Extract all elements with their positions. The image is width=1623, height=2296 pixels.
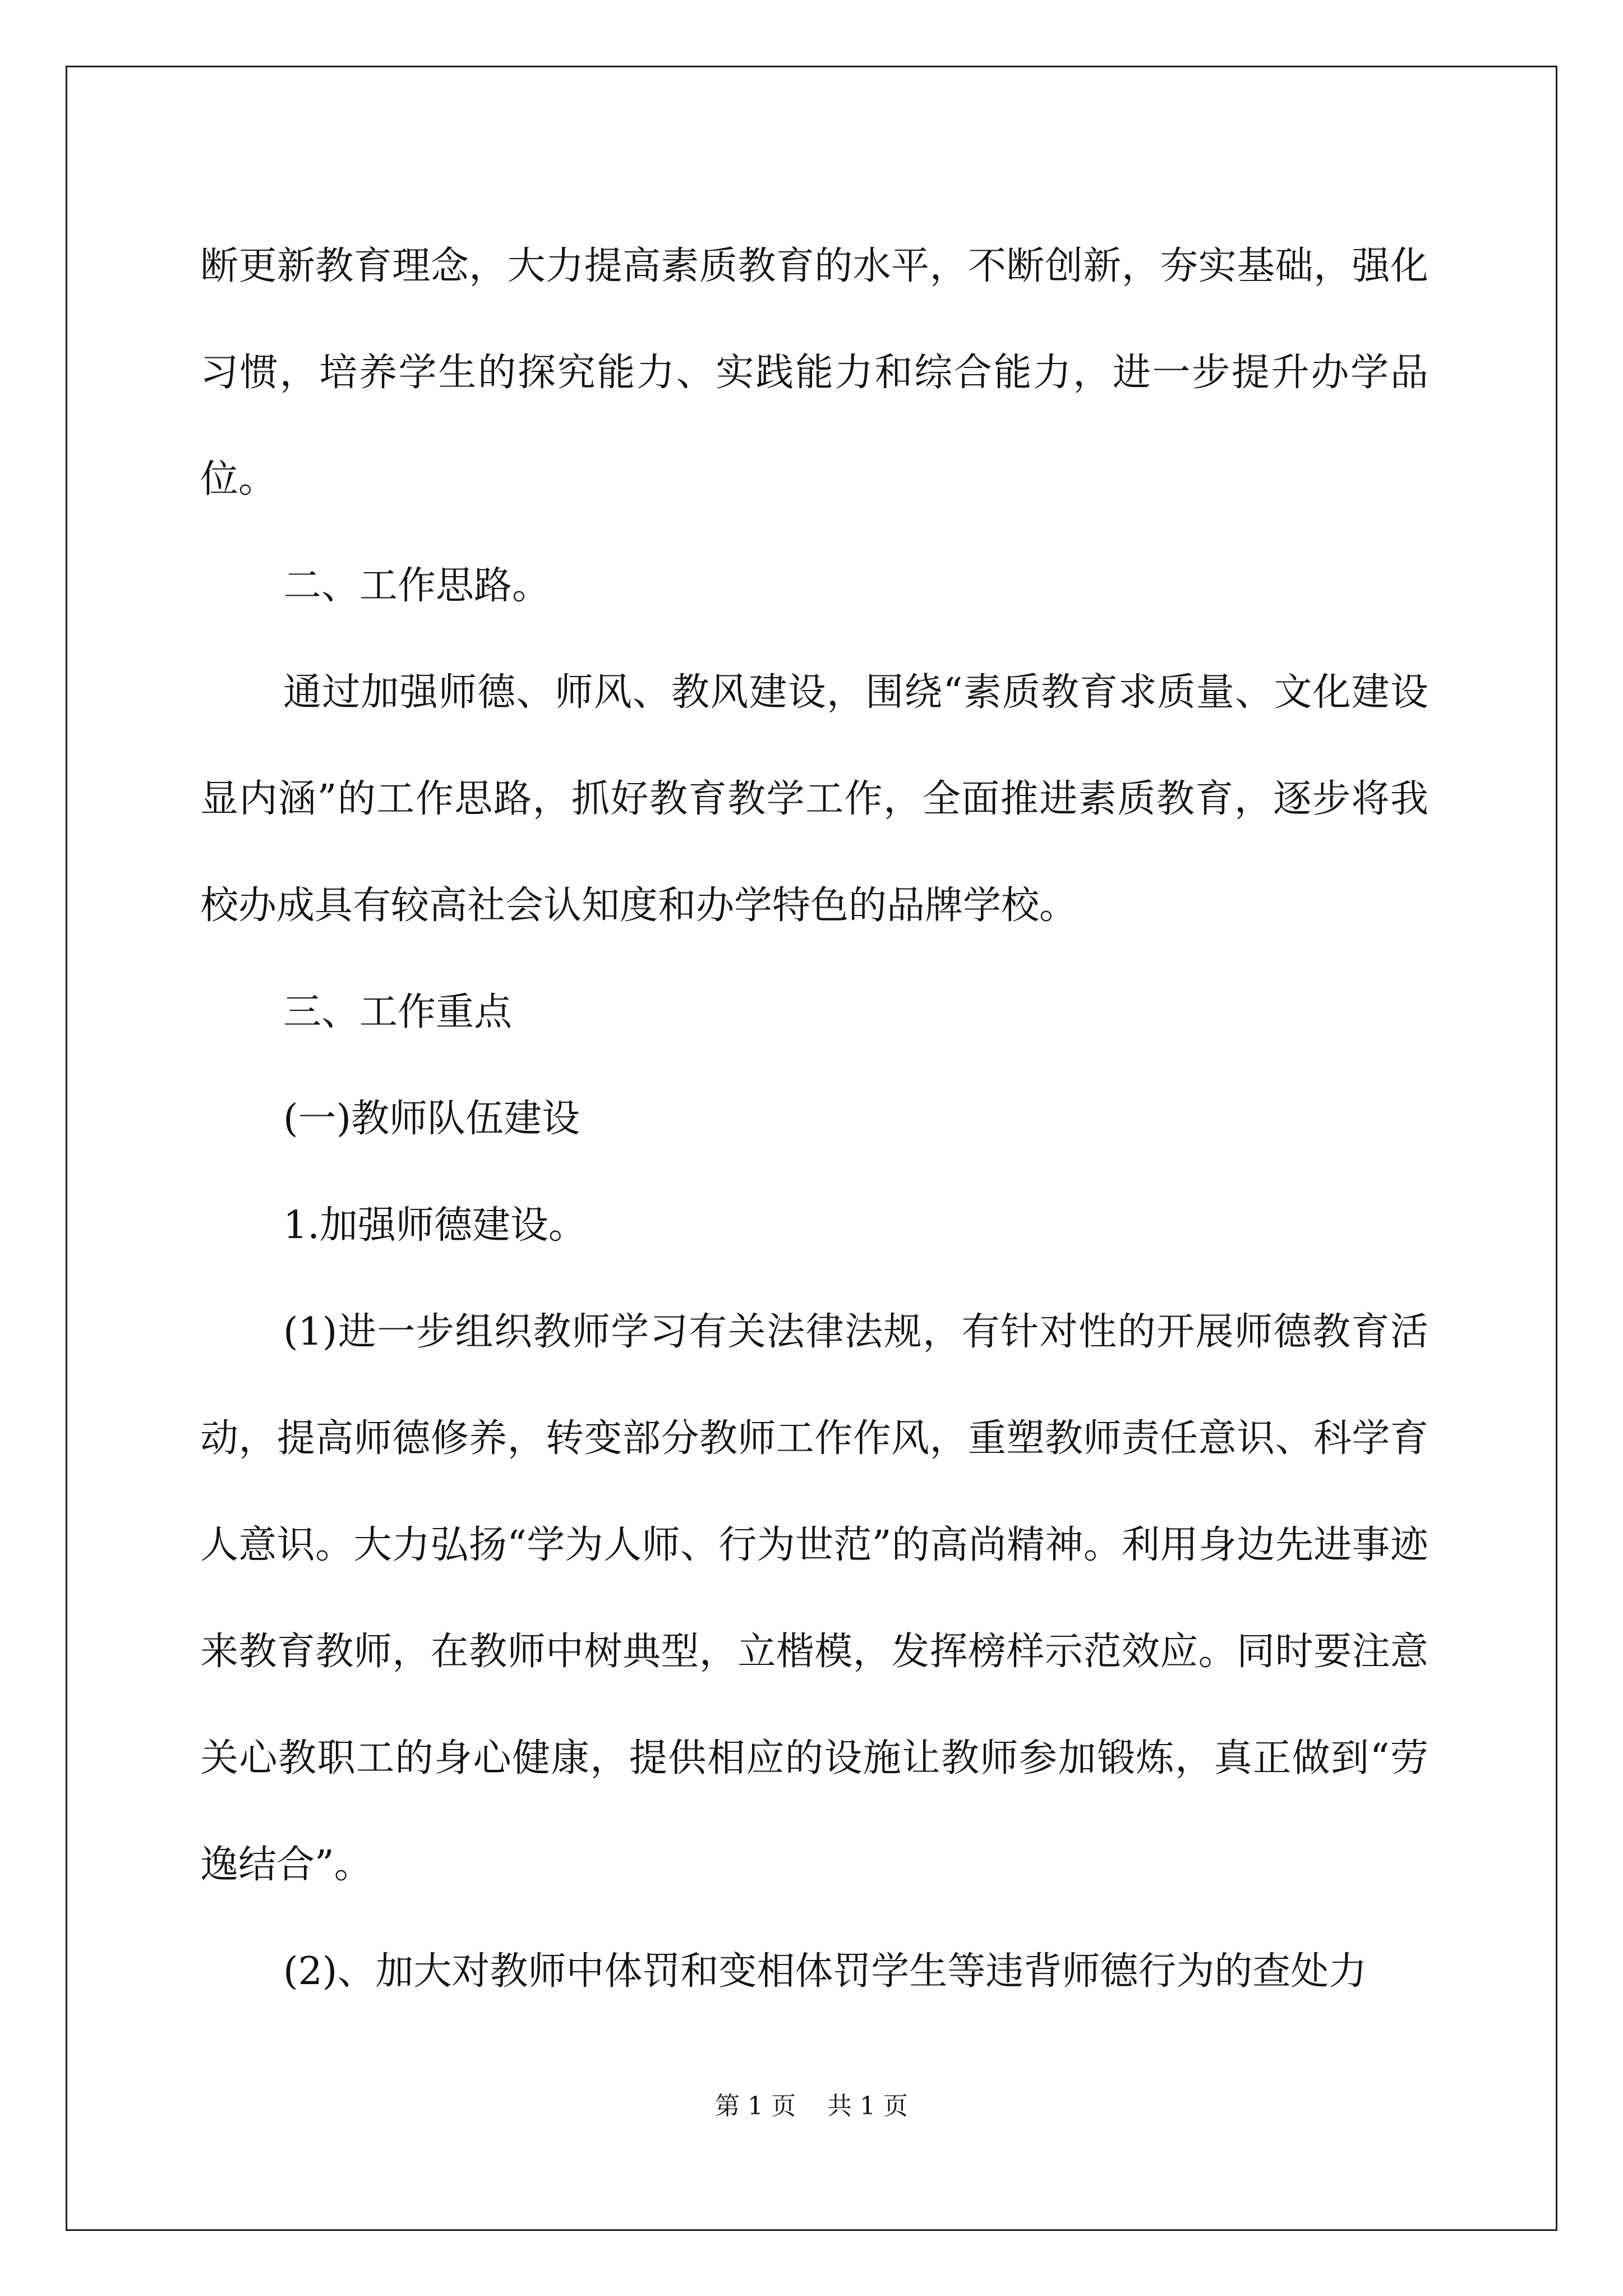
page-number: 第 1 页 bbox=[715, 2092, 796, 2120]
section-heading-2: 二、工作思路。 bbox=[283, 564, 551, 608]
section-heading-3: 三、工作重点 bbox=[283, 990, 513, 1034]
page-total: 共 1 页 bbox=[827, 2092, 908, 2120]
page-footer bbox=[0, 2086, 1623, 2122]
paragraph-work-approach: 通过加强师德、师风、教风建设，围绕“素质教育求质量、文化建设显内涵”的工作思路，抓好教育教学工作，全面推进素质教育，逐步将我校办成具有较高社会认知度和办学特色的品牌学校。 bbox=[200, 670, 1428, 928]
paragraph-continuation: 断更新教育理念，大力提高素质教育的水平，不断创新，夯实基础，强化习惯，培养学生的探究能力、实践能力和综合能力，进一步提升办学品位。 bbox=[200, 244, 1428, 501]
paragraph-item-1-1: (1)进一步组织教师学习有关法律法规，有针对性的开展师德教育活动，提高师德修养，转变部分教师工作作风，重塑教师责任意识、科学育人意识。大力弘扬“学为人师、行为世范”的高尚精神。利用身边先进事迹来教育教师，在教师中树典型，立楷模，发挥榜样示范效应。同时要注意关心教职工的身心健康，提供相应的设施让教师参加锻炼，真正做到“劳逸结合”。 bbox=[200, 1310, 1428, 1887]
item-heading-1: 1.加强师德建设。 bbox=[283, 1203, 587, 1248]
paragraph-item-1-2: (2)、加大对教师中体罚和变相体罚学生等违背师德行为的查处力 bbox=[283, 1949, 1367, 1994]
subsection-heading-1: (一)教师队伍建设 bbox=[283, 1097, 580, 1141]
document-body bbox=[200, 213, 1428, 2025]
